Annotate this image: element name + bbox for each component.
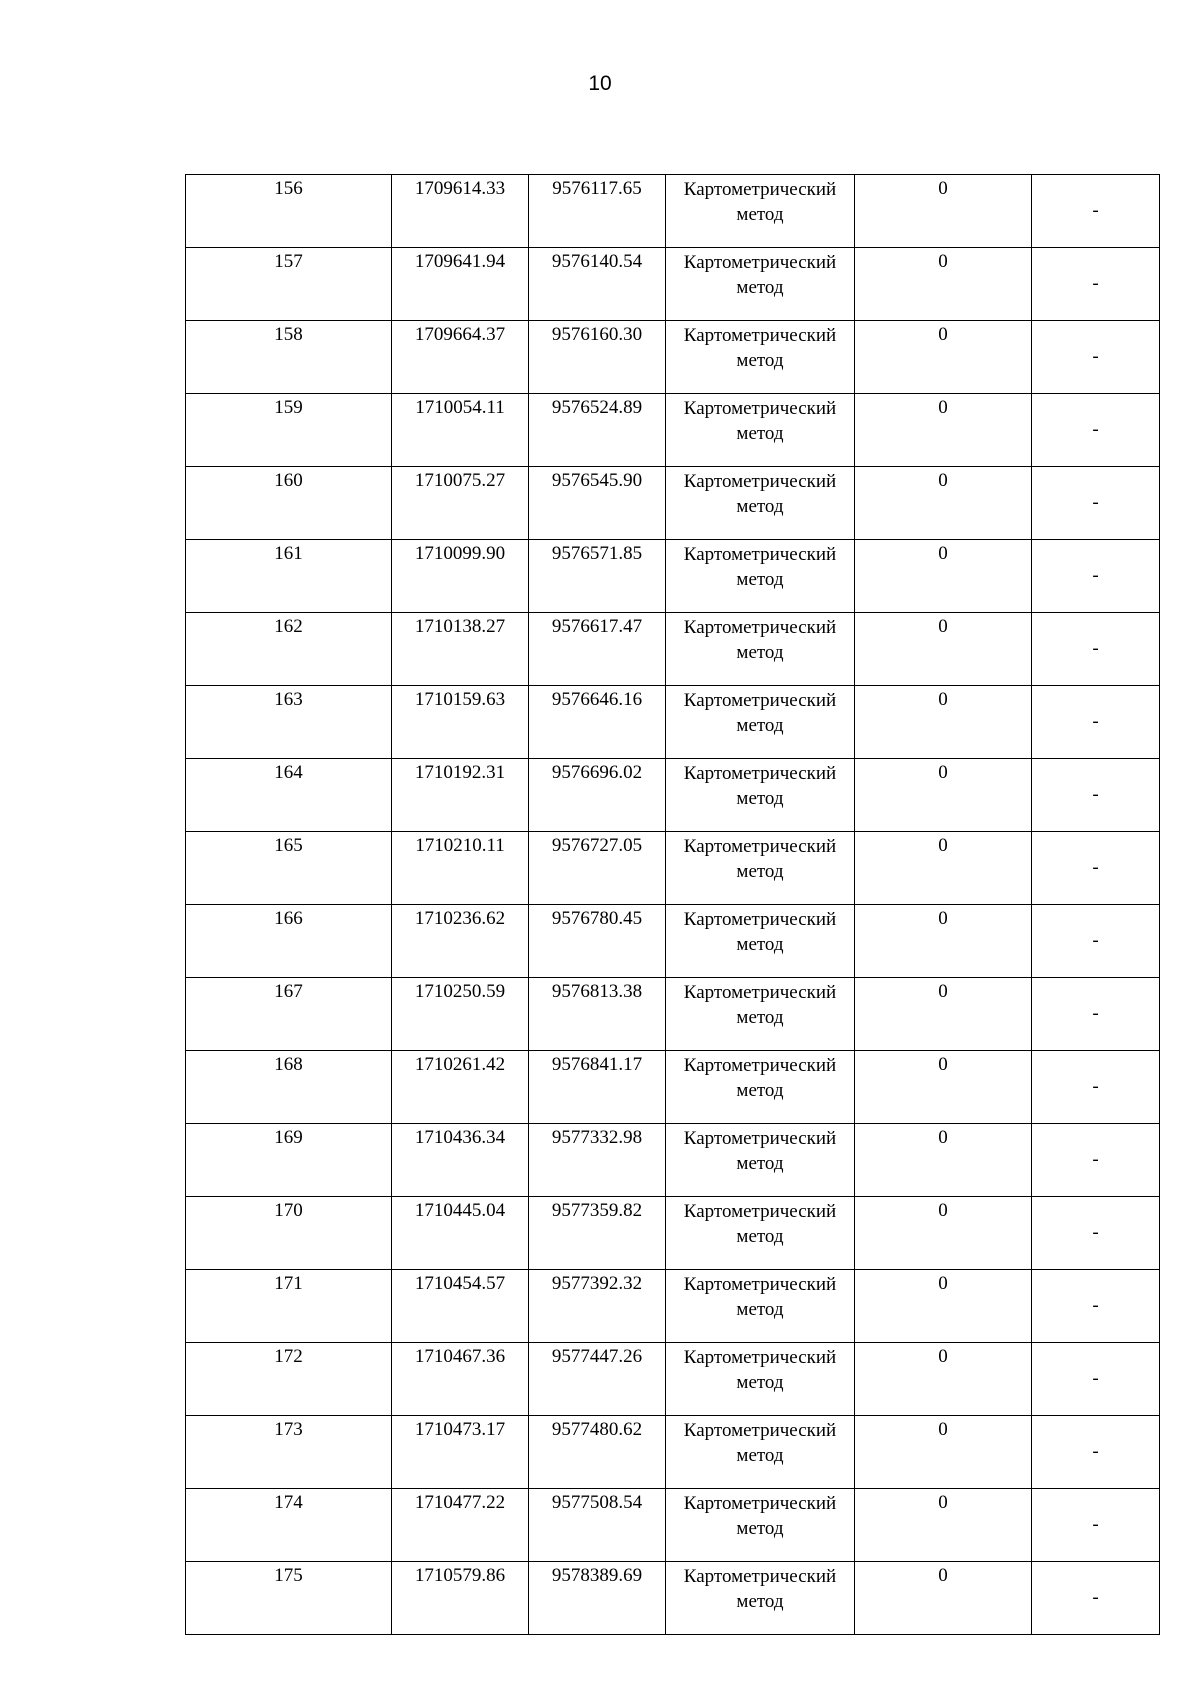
method-text: Картометрический метод [683, 544, 837, 590]
accuracy-cell: 0 [855, 540, 1032, 613]
table-row [186, 1489, 1160, 1562]
note-cell: - [1032, 1124, 1160, 1197]
method-text: Картометрический метод [683, 836, 837, 882]
accuracy-cell: 0 [855, 321, 1032, 394]
table-row [186, 978, 1160, 1051]
accuracy-cell: 0 [855, 1270, 1032, 1343]
method-cell [666, 321, 855, 394]
point-number-cell: 175 [186, 1562, 392, 1635]
point-number-cell: 156 [186, 175, 392, 248]
y-coordinate-cell: 9576646.16 [529, 686, 666, 759]
method-cell [666, 1197, 855, 1270]
x-coordinate-cell: 1710579.86 [392, 1562, 529, 1635]
accuracy-cell: 0 [855, 1197, 1032, 1270]
x-coordinate-cell: 1710075.27 [392, 467, 529, 540]
y-coordinate-cell: 9576545.90 [529, 467, 666, 540]
point-number-cell: 170 [186, 1197, 392, 1270]
point-number-cell: 167 [186, 978, 392, 1051]
table-row [186, 394, 1160, 467]
table-row [186, 1343, 1160, 1416]
method-cell [666, 686, 855, 759]
method-text: Картометрический метод [683, 1274, 837, 1320]
method-cell [666, 1416, 855, 1489]
accuracy-cell: 0 [855, 248, 1032, 321]
table-row [186, 1416, 1160, 1489]
accuracy-cell: 0 [855, 175, 1032, 248]
method-cell [666, 248, 855, 321]
method-cell [666, 1562, 855, 1635]
y-coordinate-cell: 9576617.47 [529, 613, 666, 686]
page-number: 10 [588, 72, 612, 95]
method-text: Картометрический метод [683, 982, 837, 1028]
method-text: Картометрический метод [683, 1201, 837, 1247]
point-number-cell: 157 [186, 248, 392, 321]
x-coordinate-cell: 1710445.04 [392, 1197, 529, 1270]
accuracy-cell: 0 [855, 978, 1032, 1051]
note-cell: - [1032, 175, 1160, 248]
method-text: Картометрический метод [683, 471, 837, 517]
x-coordinate-cell: 1710236.62 [392, 905, 529, 978]
y-coordinate-cell: 9576841.17 [529, 1051, 666, 1124]
point-number-cell: 162 [186, 613, 392, 686]
x-coordinate-cell: 1710473.17 [392, 1416, 529, 1489]
note-cell: - [1032, 1343, 1160, 1416]
method-text: Картометрический метод [683, 252, 837, 298]
note-cell: - [1032, 978, 1160, 1051]
method-text: Картометрический метод [683, 398, 837, 444]
note-cell: - [1032, 1051, 1160, 1124]
method-text: Картометрический метод [683, 1055, 837, 1101]
table-row [186, 832, 1160, 905]
accuracy-cell: 0 [855, 1124, 1032, 1197]
method-text: Картометрический метод [683, 179, 837, 225]
method-cell [666, 905, 855, 978]
y-coordinate-cell: 9577447.26 [529, 1343, 666, 1416]
y-coordinate-cell: 9576160.30 [529, 321, 666, 394]
point-number-cell: 163 [186, 686, 392, 759]
y-coordinate-cell: 9577392.32 [529, 1270, 666, 1343]
method-text: Картометрический метод [683, 1493, 837, 1539]
note-cell: - [1032, 1562, 1160, 1635]
method-cell [666, 1270, 855, 1343]
point-number-cell: 173 [186, 1416, 392, 1489]
table-row [186, 1051, 1160, 1124]
note-cell: - [1032, 394, 1160, 467]
table-row [186, 905, 1160, 978]
accuracy-cell: 0 [855, 394, 1032, 467]
y-coordinate-cell: 9576140.54 [529, 248, 666, 321]
y-coordinate-cell: 9576117.65 [529, 175, 666, 248]
note-cell: - [1032, 540, 1160, 613]
method-text: Картометрический метод [683, 1420, 837, 1466]
table-row [186, 1124, 1160, 1197]
note-cell: - [1032, 905, 1160, 978]
table-row [186, 467, 1160, 540]
point-number-cell: 165 [186, 832, 392, 905]
accuracy-cell: 0 [855, 759, 1032, 832]
table-row [186, 613, 1160, 686]
table-row [186, 1562, 1160, 1635]
method-cell [666, 1051, 855, 1124]
x-coordinate-cell: 1709664.37 [392, 321, 529, 394]
point-number-cell: 169 [186, 1124, 392, 1197]
y-coordinate-cell: 9576524.89 [529, 394, 666, 467]
point-number-cell: 168 [186, 1051, 392, 1124]
method-cell [666, 1489, 855, 1562]
x-coordinate-cell: 1710477.22 [392, 1489, 529, 1562]
x-coordinate-cell: 1709641.94 [392, 248, 529, 321]
y-coordinate-cell: 9577508.54 [529, 1489, 666, 1562]
accuracy-cell: 0 [855, 1051, 1032, 1124]
point-number-cell: 158 [186, 321, 392, 394]
method-text: Картометрический метод [683, 325, 837, 371]
table-row [186, 759, 1160, 832]
method-cell [666, 1343, 855, 1416]
method-cell [666, 978, 855, 1051]
point-number-cell: 159 [186, 394, 392, 467]
x-coordinate-cell: 1710467.36 [392, 1343, 529, 1416]
method-text: Картометрический метод [683, 1347, 837, 1393]
note-cell: - [1032, 1489, 1160, 1562]
point-number-cell: 160 [186, 467, 392, 540]
method-text: Картометрический метод [683, 690, 837, 736]
method-cell [666, 540, 855, 613]
y-coordinate-cell: 9576813.38 [529, 978, 666, 1051]
method-cell [666, 467, 855, 540]
note-cell: - [1032, 613, 1160, 686]
point-number-cell: 166 [186, 905, 392, 978]
y-coordinate-cell: 9577332.98 [529, 1124, 666, 1197]
accuracy-cell: 0 [855, 905, 1032, 978]
note-cell: - [1032, 248, 1160, 321]
method-text: Картометрический метод [683, 763, 837, 809]
x-coordinate-cell: 1710436.34 [392, 1124, 529, 1197]
accuracy-cell: 0 [855, 467, 1032, 540]
method-text: Картометрический метод [683, 1128, 837, 1174]
x-coordinate-cell: 1710099.90 [392, 540, 529, 613]
coordinates-table-body [186, 175, 1160, 1635]
method-cell [666, 394, 855, 467]
table-row [186, 540, 1160, 613]
method-cell [666, 759, 855, 832]
point-number-cell: 164 [186, 759, 392, 832]
note-cell: - [1032, 832, 1160, 905]
accuracy-cell: 0 [855, 1416, 1032, 1489]
x-coordinate-cell: 1710054.11 [392, 394, 529, 467]
coordinates-table [185, 174, 1160, 1635]
x-coordinate-cell: 1710159.63 [392, 686, 529, 759]
note-cell: - [1032, 321, 1160, 394]
table-row [186, 1270, 1160, 1343]
x-coordinate-cell: 1710192.31 [392, 759, 529, 832]
y-coordinate-cell: 9576571.85 [529, 540, 666, 613]
y-coordinate-cell: 9577359.82 [529, 1197, 666, 1270]
y-coordinate-cell: 9577480.62 [529, 1416, 666, 1489]
note-cell: - [1032, 759, 1160, 832]
table-row [186, 1197, 1160, 1270]
x-coordinate-cell: 1710210.11 [392, 832, 529, 905]
point-number-cell: 171 [186, 1270, 392, 1343]
note-cell: - [1032, 1197, 1160, 1270]
point-number-cell: 172 [186, 1343, 392, 1416]
method-text: Картометрический метод [683, 909, 837, 955]
x-coordinate-cell: 1710261.42 [392, 1051, 529, 1124]
y-coordinate-cell: 9576696.02 [529, 759, 666, 832]
point-number-cell: 161 [186, 540, 392, 613]
method-cell [666, 832, 855, 905]
x-coordinate-cell: 1710250.59 [392, 978, 529, 1051]
y-coordinate-cell: 9578389.69 [529, 1562, 666, 1635]
x-coordinate-cell: 1710454.57 [392, 1270, 529, 1343]
x-coordinate-cell: 1710138.27 [392, 613, 529, 686]
method-cell [666, 613, 855, 686]
table-row [186, 248, 1160, 321]
method-text: Картометрический метод [683, 1566, 837, 1612]
accuracy-cell: 0 [855, 832, 1032, 905]
method-cell [666, 1124, 855, 1197]
y-coordinate-cell: 9576780.45 [529, 905, 666, 978]
accuracy-cell: 0 [855, 1562, 1032, 1635]
table-row [186, 321, 1160, 394]
note-cell: - [1032, 467, 1160, 540]
accuracy-cell: 0 [855, 686, 1032, 759]
accuracy-cell: 0 [855, 613, 1032, 686]
method-cell [666, 175, 855, 248]
accuracy-cell: 0 [855, 1489, 1032, 1562]
method-text: Картометрический метод [683, 617, 837, 663]
table-row [186, 175, 1160, 248]
x-coordinate-cell: 1709614.33 [392, 175, 529, 248]
point-number-cell: 174 [186, 1489, 392, 1562]
y-coordinate-cell: 9576727.05 [529, 832, 666, 905]
note-cell: - [1032, 686, 1160, 759]
accuracy-cell: 0 [855, 1343, 1032, 1416]
table-row [186, 686, 1160, 759]
note-cell: - [1032, 1416, 1160, 1489]
note-cell: - [1032, 1270, 1160, 1343]
